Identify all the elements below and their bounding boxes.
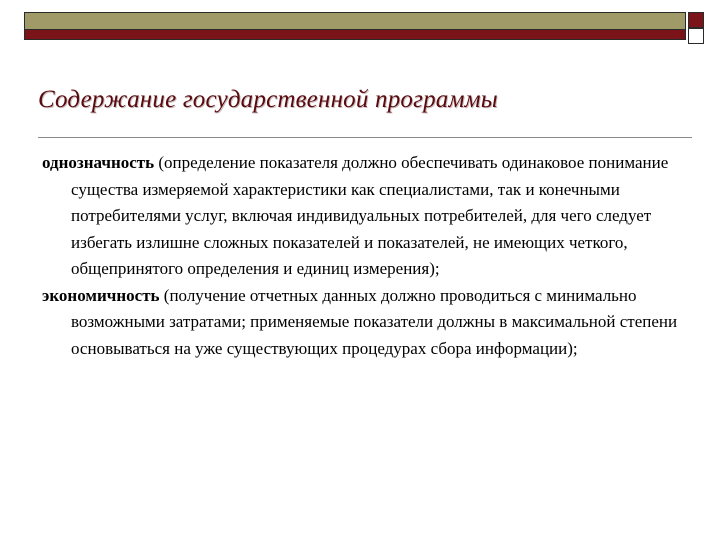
term-unambiguity: однозначность xyxy=(42,153,155,172)
header-corner-square-filled xyxy=(688,12,704,28)
header-corner-square-empty xyxy=(688,28,704,44)
slide-title: Содержание государственной программы xyxy=(38,86,498,113)
term-economy: экономичность xyxy=(42,285,160,305)
header-band-maroon xyxy=(24,30,686,40)
header-band-olive xyxy=(24,12,686,30)
description-unambiguity: (определение показателя должно обеспечивать одинаковое понимание существа измеряемой характеристики как специалистами, так и конечными потребителями услуг, включая индивидуальных потребителей, для чего следует избегать излишне сложных показателей и показателей, не имеющих четкого, общепринятого определения и единиц измерения); xyxy=(71,153,669,278)
paragraph-economy xyxy=(42,283,702,363)
description-economy: (получение отчетных данных должно проводиться с минимально возможными затратами; применяемые показатели должны в максимальной степени основываться на уже существующих процедурах сбора информации); xyxy=(71,285,678,358)
title-divider xyxy=(38,137,692,138)
paragraph-unambiguity xyxy=(42,150,702,283)
slide-body xyxy=(42,150,702,362)
